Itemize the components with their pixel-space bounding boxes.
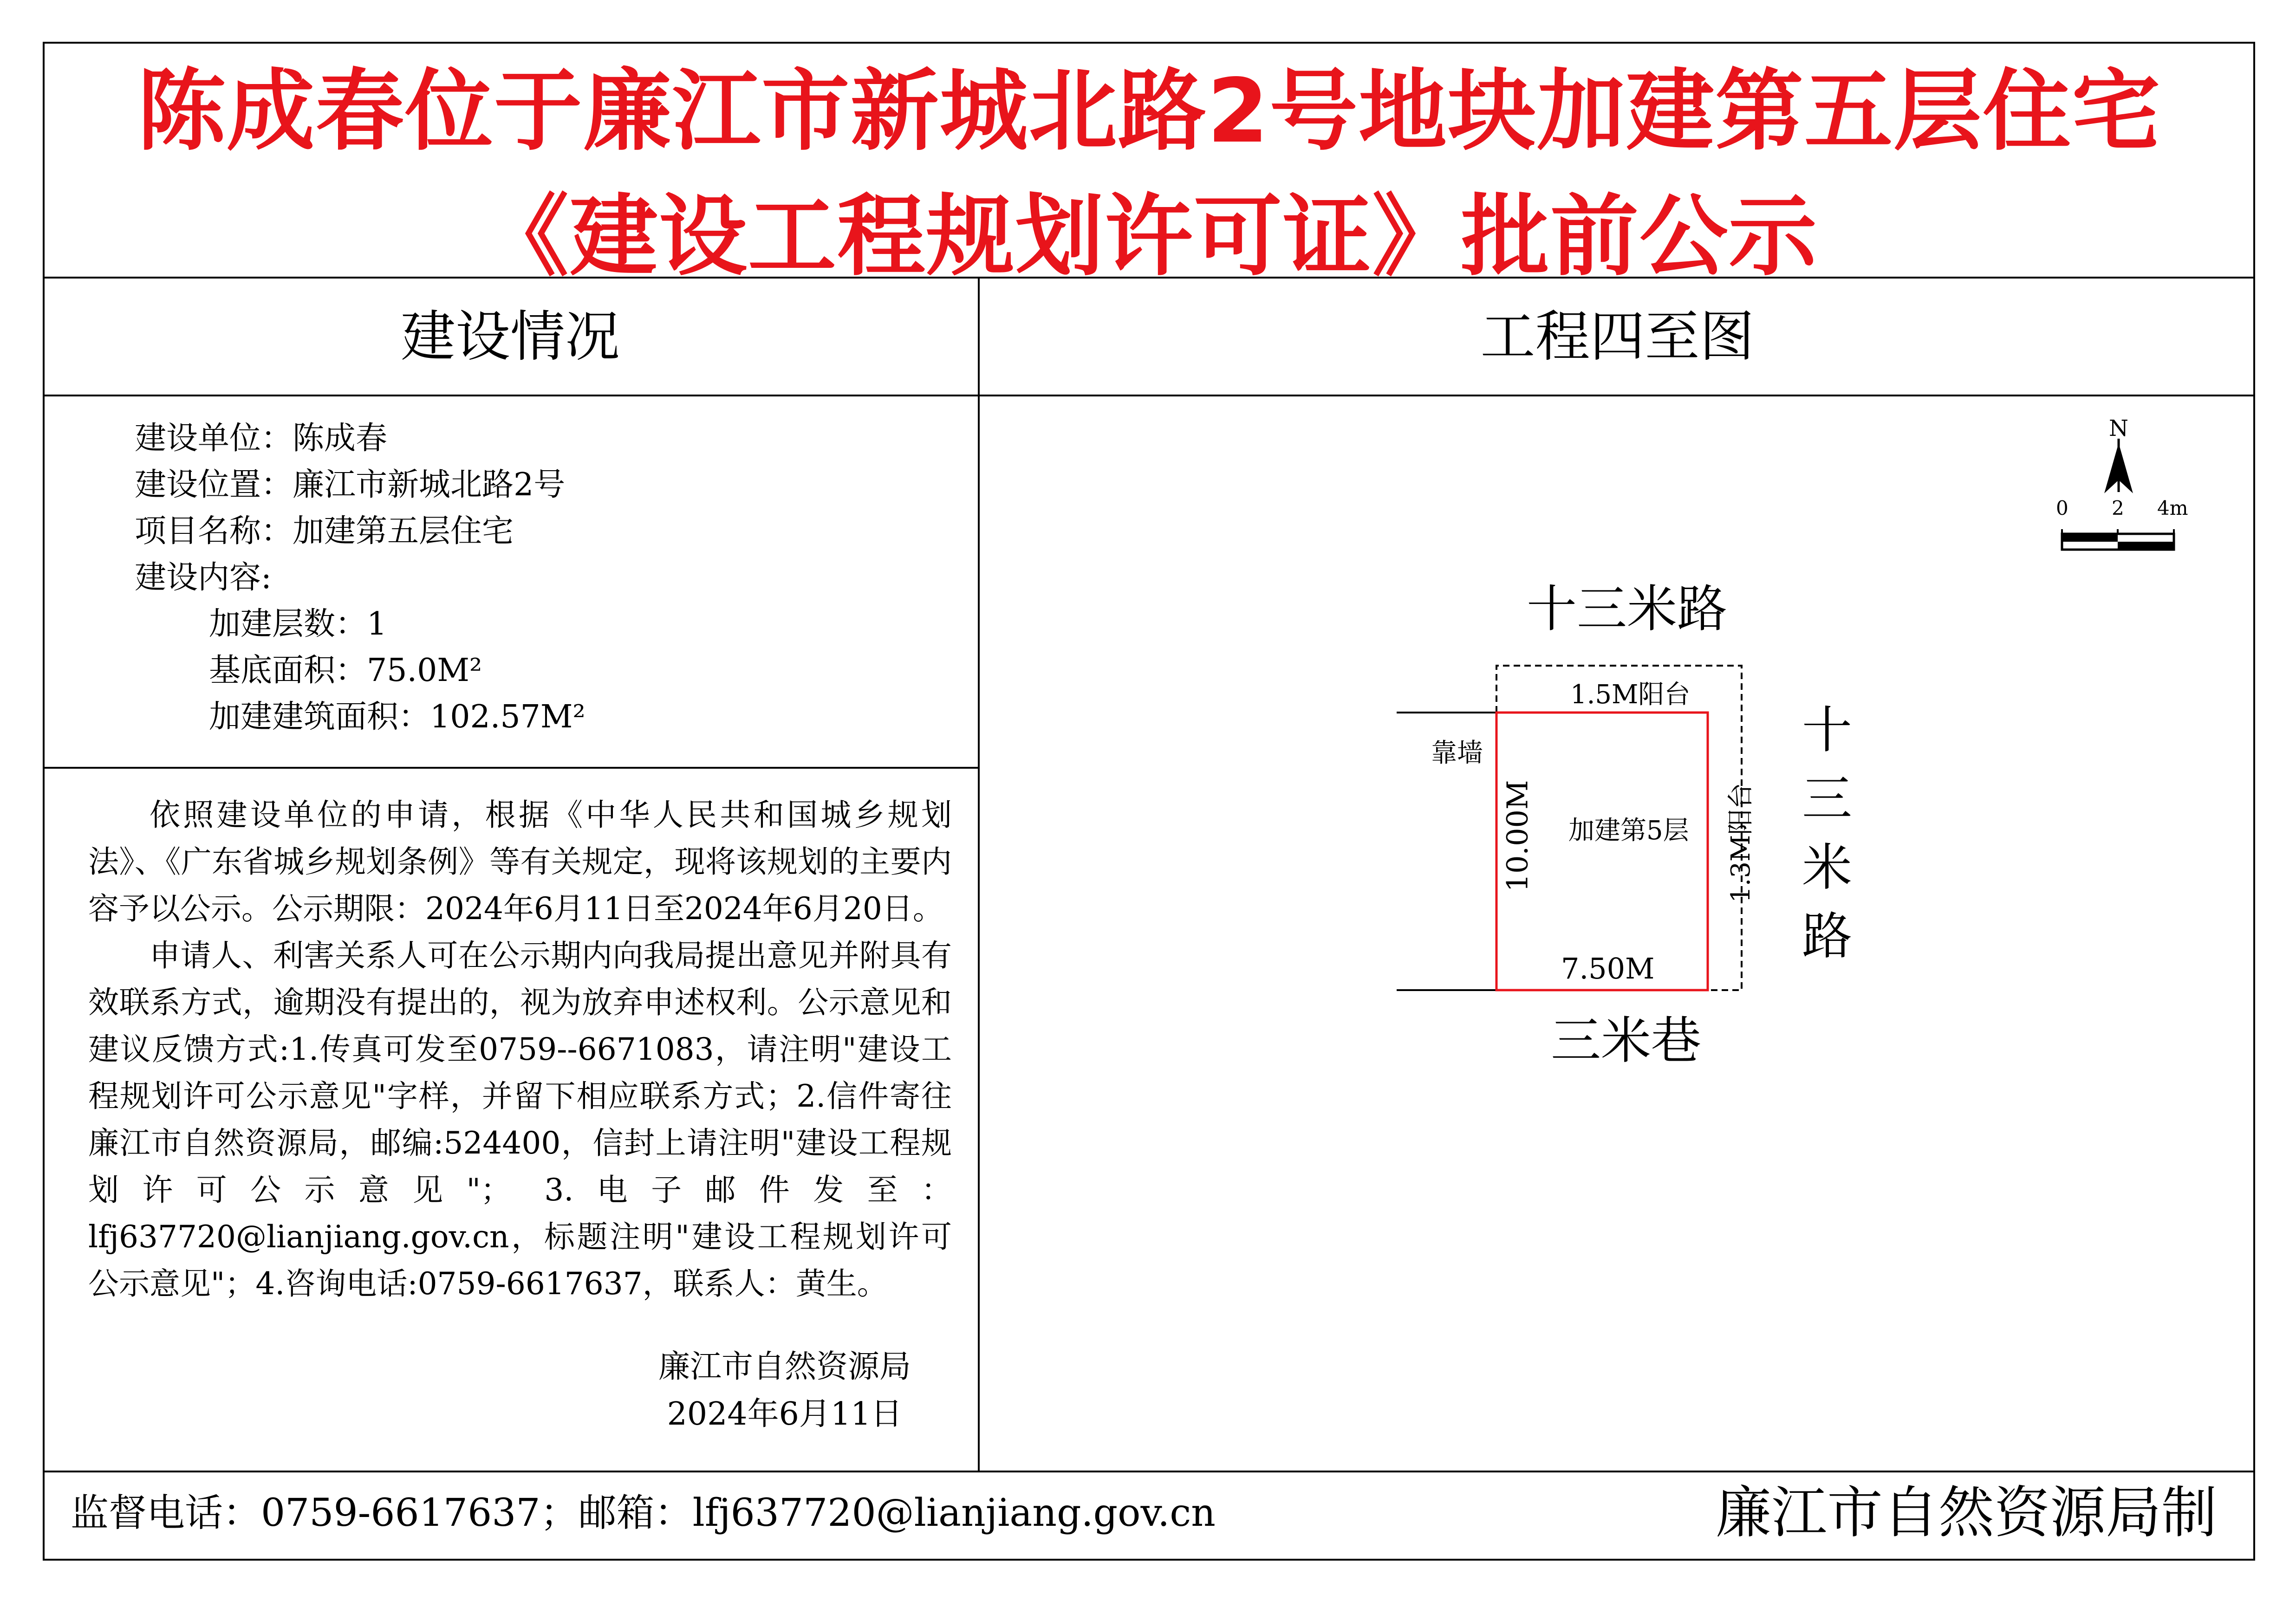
added-floors: 加建层数：1 — [209, 606, 387, 642]
right-balcony-label: 1.3M阳台 — [1726, 783, 1756, 903]
scale-label-2: 2 — [2112, 497, 2124, 519]
scale-label-4m: 4m — [2157, 497, 2188, 519]
added-floor-area: 加建建筑面积：102.57M² — [209, 699, 585, 735]
east-road-char-1: 十 — [1802, 701, 1852, 759]
east-road-label — [1799, 696, 1855, 971]
building-height-dimension: 10.00M — [1500, 780, 1535, 892]
signature-date: 2024年6月11日 — [667, 1396, 903, 1432]
scale-bar — [2062, 529, 2174, 550]
supervision-contact: 监督电话：0759-6617637；邮箱：lfj637720@lianjiang.gov.cn — [71, 1491, 1216, 1535]
north-road-label: 十三米路 — [1527, 580, 1728, 638]
notice-paragraph-2: 申请人、利害关系人可在公示期内向我局提出意见并附具有效联系方式，逾期没有提出的，视为放弃申述权利。公示意见和建议反馈方式:1.传真可发至0759--6671083，请注明"建设工程规划许可公示意见"字样，并留下相应联系方式；2.信件寄往廉江市自然资源局，邮编:524400，信封上请注明"建设工程规划许可公示意见"； 3.电子邮件发至：lfj637720@lianjiang.gov.cn，标题注明"建设工程规划许可公示意见"；4.咨询电话:0759-6617637，联系人：黄生。 — [88, 938, 952, 1302]
notice-paragraph-1: 依照建设单位的申请，根据《中华人民共和国城乡规划法》、《广东省城乡规划条例》等有关规定，现将该规划的主要内容予以公示。公示期限：2024年6月11日至2024年6月20日。 — [88, 797, 952, 927]
issuing-authority: 廉江市自然资源局制 — [1716, 1481, 2217, 1545]
east-road-char-2: 三 — [1802, 770, 1852, 828]
signature-org: 廉江市自然资源局 — [658, 1348, 911, 1385]
construction-location: 建设位置：廉江市新城北路2号 — [135, 467, 566, 503]
site-map-heading: 工程四至图 — [1480, 305, 1755, 369]
building-label: 加建第5层 — [1568, 816, 1689, 846]
north-arrow-icon — [2106, 439, 2132, 492]
top-balcony-label: 1.5M阳台 — [1570, 680, 1691, 710]
scale-label-0: 0 — [2056, 497, 2068, 519]
building-width-dimension: 7.50M — [1561, 952, 1655, 985]
north-label: N — [2109, 415, 2128, 441]
south-alley-label: 三米巷 — [1551, 1012, 1702, 1070]
base-area: 基底面积：75.0M² — [209, 652, 482, 689]
construction-content-label: 建设内容: — [135, 559, 272, 596]
project-name: 项目名称：加建第五层住宅 — [135, 513, 514, 550]
wall-label: 靠墙 — [1431, 738, 1483, 768]
page-title: 陈成春位于廉江市新城北路2号地块加建第五层住宅《建设工程规划许可证》批前公示 — [137, 60, 2161, 288]
construction-unit: 建设单位：陈成春 — [135, 420, 388, 457]
east-road-char-4: 路 — [1802, 907, 1852, 966]
construction-heading: 建设情况 — [400, 305, 620, 369]
east-road-char-3: 米 — [1802, 839, 1852, 897]
